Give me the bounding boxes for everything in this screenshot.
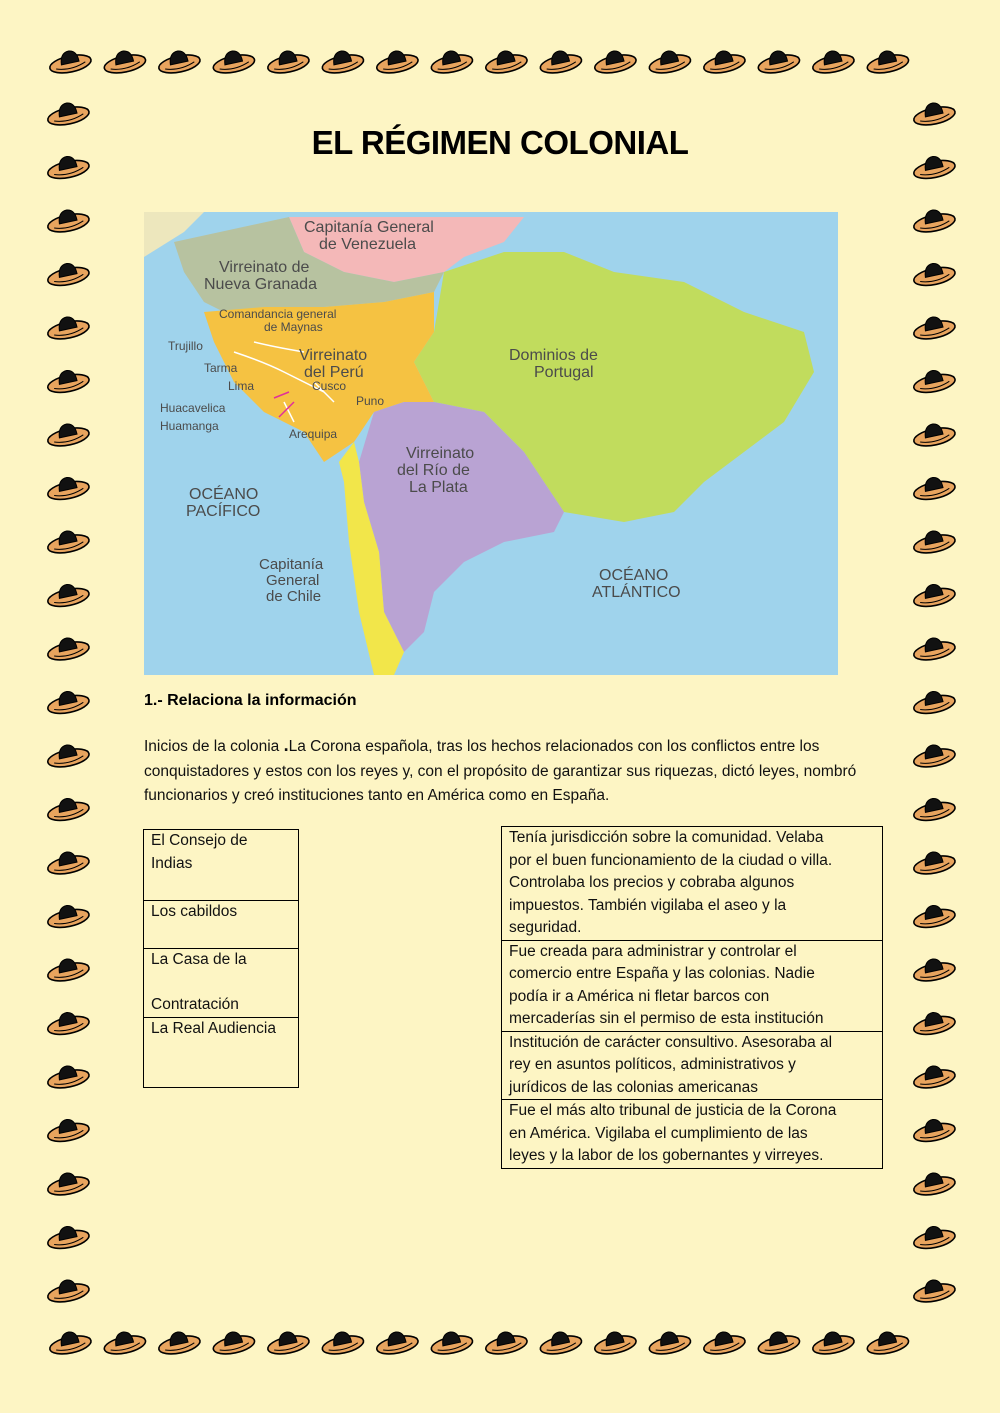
sombrero-icon — [911, 794, 956, 823]
sombrero-icon — [45, 1276, 90, 1305]
intro-dot: . — [283, 735, 289, 755]
sombrero-icon — [911, 527, 956, 556]
label-huamanga: Huamanga — [160, 419, 219, 433]
sombrero-icon — [102, 47, 147, 76]
sombrero-icon — [45, 794, 90, 823]
sombrero-icon — [265, 47, 310, 76]
sombrero-icon — [320, 1328, 365, 1357]
sombrero-icon — [911, 634, 956, 663]
label-peru: Virreinato del Perú — [299, 347, 368, 381]
label-pacifico: OCÉANO PACÍFICO — [186, 486, 261, 520]
intro-lead: Inicios de la colonia — [144, 738, 284, 755]
sombrero-icon — [810, 1328, 855, 1357]
label-lima: Lima — [228, 379, 255, 393]
sombrero-icon — [592, 1328, 637, 1357]
sombrero-icon — [483, 1328, 528, 1357]
description-cell[interactable]: Fue el más alto tribunal de justicia de la Corona en América. Vigilaba el cumplimiento de las leyes y la labor de los gobernantes y virreyes. — [502, 1100, 883, 1169]
sombrero-icon — [647, 1328, 692, 1357]
section-heading: 1.- Relaciona la información — [144, 692, 357, 709]
sombrero-icon — [211, 47, 256, 76]
descriptions-table — [501, 826, 883, 1169]
label-nueva-granada: Virreinato de Nueva Granada — [204, 259, 317, 293]
sombrero-icon — [701, 47, 746, 76]
sombrero-icon — [374, 1328, 419, 1357]
sombrero-icon — [911, 1276, 956, 1305]
sombrero-icon — [374, 47, 419, 76]
institution-cell[interactable]: La Real Audiencia — [144, 1017, 299, 1087]
sombrero-icon — [701, 1328, 746, 1357]
sombrero-icon — [911, 313, 956, 342]
label-cusco: Cusco — [312, 379, 347, 393]
sombrero-icon — [911, 1169, 956, 1198]
sombrero-icon — [592, 47, 637, 76]
sombrero-icon — [911, 687, 956, 716]
sombrero-icon — [911, 1115, 956, 1144]
sombrero-icon — [911, 1008, 956, 1037]
sombrero-icon — [45, 741, 90, 770]
label-maynas: Comandancia general de Maynas — [219, 307, 337, 334]
institution-cell[interactable]: El Consejo de Indias — [144, 830, 299, 901]
sombrero-icon — [102, 1328, 147, 1357]
sombrero-icon — [45, 473, 90, 502]
sombrero-icon — [756, 1328, 801, 1357]
sombrero-icon — [911, 955, 956, 984]
institution-cell[interactable]: La Casa de la Contratación — [144, 949, 299, 1018]
sombrero-icon — [45, 1115, 90, 1144]
sombrero-icon — [865, 1328, 910, 1357]
sombrero-icon — [211, 1328, 256, 1357]
sombrero-icon — [156, 47, 201, 76]
sombrero-icon — [45, 634, 90, 663]
sombrero-icon — [265, 1328, 310, 1357]
sombrero-icon — [156, 1328, 201, 1357]
sombrero-icon — [911, 741, 956, 770]
sombrero-icon — [45, 1062, 90, 1091]
page-title: EL RÉGIMEN COLONIAL — [311, 124, 689, 161]
sombrero-icon — [911, 848, 956, 877]
label-puno: Puno — [356, 394, 385, 408]
sombrero-icon — [911, 420, 956, 449]
institutions-table — [143, 829, 299, 1088]
sombrero-icon — [911, 366, 956, 395]
sombrero-icon — [45, 527, 90, 556]
sombrero-icon — [865, 47, 910, 76]
sombrero-icon — [911, 206, 956, 235]
intro-paragraph — [144, 733, 864, 809]
sombrero-icon — [810, 47, 855, 76]
sombrero-icon — [45, 206, 90, 235]
sombrero-icon — [647, 47, 692, 76]
colonial-map — [144, 212, 838, 675]
label-portugal: Dominios de Portugal — [509, 347, 598, 381]
label-atlantico: OCÉANO ATLÁNTICO — [592, 567, 681, 601]
sombrero-icon — [911, 473, 956, 502]
sombrero-icon — [911, 259, 956, 288]
sombrero-icon — [45, 687, 90, 716]
label-chile: Capitanía General de Chile — [259, 556, 324, 605]
label-huancavelica: Huacavelica — [160, 401, 226, 415]
sombrero-icon — [538, 47, 583, 76]
intro-text: La Corona española, tras los hechos relacionados con los conflictos entre los conquistadores y estos con los reyes y, con el propósito de garantizar sus riquezas, dictó leyes, nombró funcionarios y creó instituciones tanto en América como en España. — [144, 738, 857, 804]
sombrero-icon — [756, 47, 801, 76]
sombrero-icon — [45, 420, 90, 449]
sombrero-icon — [45, 259, 90, 288]
sombrero-icon — [45, 848, 90, 877]
sombrero-icon — [429, 1328, 474, 1357]
sombrero-icon — [911, 1062, 956, 1091]
sombrero-icon — [45, 580, 90, 609]
label-arequipa: Arequipa — [289, 427, 338, 441]
sombrero-icon — [911, 1222, 956, 1251]
sombrero-icon — [538, 1328, 583, 1357]
sombrero-icon — [45, 901, 90, 930]
sombrero-icon — [911, 901, 956, 930]
sombrero-icon — [911, 580, 956, 609]
sombrero-icon — [45, 1222, 90, 1251]
description-cell[interactable]: Institución de carácter consultivo. Asesoraba al rey en asuntos políticos, administrativos y jurídicos de las colonias americanas — [502, 1031, 883, 1100]
sombrero-icon — [429, 47, 474, 76]
sombrero-icon — [45, 313, 90, 342]
sombrero-icon — [45, 1008, 90, 1037]
institution-cell[interactable]: Los cabildos — [144, 901, 299, 949]
label-rio-plata: Virreinato del Río de La Plata — [397, 445, 475, 496]
label-tarma: Tarma — [204, 361, 238, 375]
sombrero-icon — [45, 366, 90, 395]
sombrero-icon — [45, 1169, 90, 1198]
sombrero-icon — [483, 47, 528, 76]
description-cell[interactable]: Tenía jurisdicción sobre la comunidad. Velaba por el buen funcionamiento de la ciudad o villa. Controlaba los precios y cobraba algunos impuestos. También vigilaba el aseo y la seguridad. — [502, 827, 883, 941]
sombrero-icon — [47, 47, 92, 76]
sombrero-icon — [320, 47, 365, 76]
sombrero-icon — [45, 955, 90, 984]
label-venezuela: Capitanía General de Venezuela — [304, 219, 434, 253]
label-trujillo: Trujillo — [168, 339, 203, 353]
description-cell[interactable]: Fue creada para administrar y controlar el comercio entre España y las colonias. Nadie podía ir a América ni fletar barcos con mercaderías sin el permiso de esta institución — [502, 940, 883, 1031]
sombrero-icon — [47, 1328, 92, 1357]
